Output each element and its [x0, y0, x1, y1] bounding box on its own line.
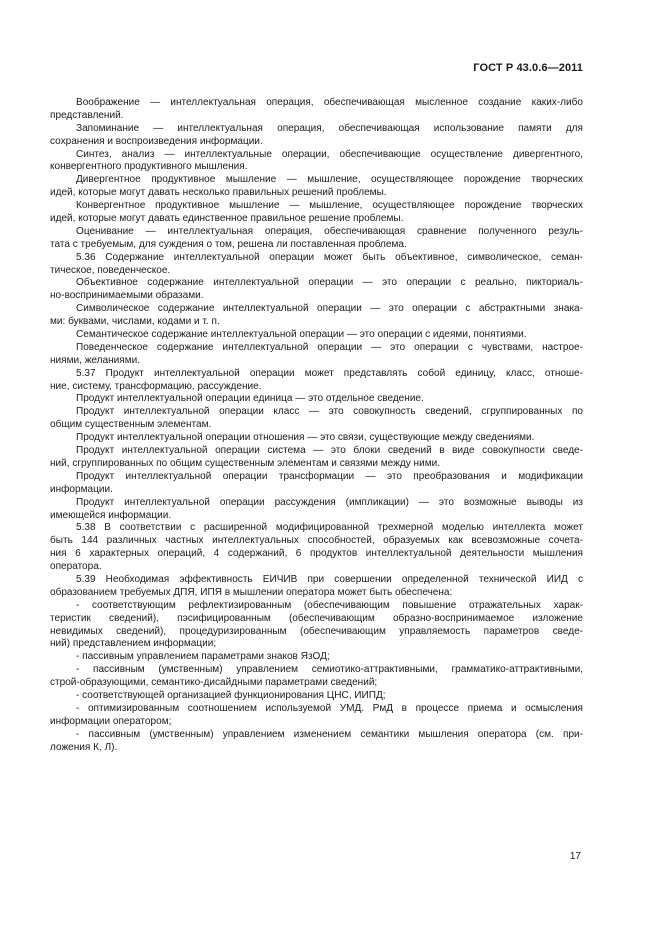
text-line: Символическое содержание интеллектуальной операции — это операции с абстрактными знака- — [76, 303, 583, 315]
paragraph — [50, 200, 583, 226]
text-line: тата с требуемым, для суждения о том, решена ли поставленная проблема. — [50, 238, 407, 250]
paragraph — [50, 496, 583, 523]
text-line: Продукт интеллектуальной операции трансформации — это преобразования и модификации — [76, 470, 583, 482]
text-line: образованием требуемых ДПЯ, ИПЯ в мышлении оператора может быть обеспечена: — [50, 586, 453, 598]
text-line: информации оператором; — [50, 715, 172, 727]
paragraph — [50, 470, 583, 497]
standard-number: ГОСТ Р 43.0.6—2011 — [473, 62, 583, 74]
paragraph — [50, 573, 583, 600]
text-line: Продукт интеллектуальной операции система — это блоки сведений в виде совокупности сведе- — [76, 445, 583, 457]
document-header — [473, 62, 583, 74]
text-line: но-воспринимаемыми образами. — [50, 290, 204, 302]
text-line: конвергентного продуктивного мышления. — [50, 161, 248, 173]
paragraph — [50, 251, 583, 278]
paragraph — [50, 445, 583, 471]
paragraph — [76, 651, 583, 664]
page-number: 17 — [569, 851, 581, 862]
paragraph — [50, 277, 583, 303]
text-line: ний, сгруппированных по общим существенным элементам и связями между ними. — [50, 457, 441, 469]
text-line: ми: буквами, числами, кодами и т. п. — [50, 316, 220, 328]
text-line: идей, которые могут давать несколько правильных решений проблемы. — [50, 187, 387, 199]
text-line: Синтез, анализ — интеллектуальные операции, обеспечивающие осуществление дивергентного, — [76, 148, 583, 160]
text-line: ний) представлением информации; — [50, 638, 217, 650]
text-line: 5.38 В соответствии с расширенной модифицированной трехмерной моделью интеллекта может — [76, 522, 583, 534]
text-line: Продукт интеллектуальной операции класс — это совокупность сведений, сгруппированных по — [76, 406, 583, 418]
text-line: 5.37 Продукт интеллектуальной операции может представлять собой единицу, класс, отноше- — [76, 367, 583, 379]
text-line: - соответствующим рефлектизированным (обеспечивающим повышение отражательных харак- — [76, 599, 583, 611]
text-line: ние, систему, трансформацию, рассуждение. — [50, 380, 262, 392]
text-line: Семантическое содержание интеллектуальной операции — это операции с идеями, понятиями. — [76, 329, 527, 341]
paragraph — [76, 690, 583, 703]
text-line: тическое, поведенческое. — [50, 264, 171, 276]
paragraph — [50, 728, 583, 755]
paragraph — [76, 393, 583, 406]
text-line: Объективное содержание интеллектуальной операции — это операции с реально, пикториаль- — [76, 277, 583, 289]
text-line: Продукт интеллектуальной операции рассуждения (импликации) — это возможные выводы из — [76, 496, 583, 508]
paragraph — [50, 664, 583, 690]
paragraph — [76, 329, 583, 342]
paragraph — [50, 406, 583, 432]
text-line: строй-образующими, семантико-дисайдными параметрами сведений; — [50, 677, 378, 689]
paragraph — [50, 702, 583, 729]
paragraph — [76, 432, 583, 445]
paragraph — [50, 599, 583, 652]
text-line: - пассивным управлением параметрами знаков ЯзОД; — [76, 651, 330, 663]
text-line: - оптимизированным соотношением используемой УМД. РмД в процессе приема и осмысления — [76, 702, 583, 714]
text-line: Конвергентное продуктивное мышление — мышление, осуществляющее порождение творческих — [76, 200, 583, 212]
paragraph — [50, 522, 583, 574]
paragraph — [50, 148, 583, 175]
text-line: - пассивным (умственным) управлением изменением семантики мышления оператора (см. при- — [76, 728, 583, 740]
paragraph — [50, 341, 583, 368]
text-line: Дивергентное продуктивное мышление — мышление, осуществляющее порождение творческих — [76, 174, 583, 186]
text-line: идей, которые могут давать единственное правильное решение проблемы. — [50, 213, 404, 225]
text-line: оператора. — [50, 561, 102, 573]
text-line: Воображение — интеллектуальная операция, обеспечивающая мысленное создание каких-либо — [76, 97, 583, 108]
paragraph — [50, 225, 583, 252]
text-line: 5.39 Необходимая эффективность ЕИЧИВ при совершении определенной технической ИИД с — [76, 573, 583, 585]
text-line: сохранения и воспроизведения информации. — [50, 135, 263, 147]
text-line: Продукт интеллектуальной операции отношения — это связи, существующие между сведениями. — [76, 432, 535, 444]
text-line: - соответствующей организацией функционирования ЦНС, ИИПД; — [76, 689, 386, 701]
text-line: Продукт интеллектуальной операции единица — это отдельное сведение. — [76, 393, 424, 405]
text-line: быть 144 различных частных интеллектуальных способностей, образуемых как всевозможные сочета- — [50, 535, 583, 547]
text-line: имеющейся информации. — [50, 509, 172, 521]
text-line: 5.36 Содержание интеллектуальной операции может быть объективное, символическое, семан- — [76, 251, 583, 263]
text-line: - пассивным (умственным) управлением семиотико-аттрактивными, грамматико-аттрактивными, — [76, 664, 583, 676]
text-line: невидимых сведений), процедуризированным (обеспечивающим управляемость параметров сведе- — [50, 625, 583, 637]
text-line: ниями, желаниями. — [50, 354, 141, 366]
paragraph — [50, 97, 583, 123]
text-line: ложения К, Л). — [50, 741, 118, 753]
text-line: ния 6 характерных операций, 4 содержаний, 6 продуктов интеллектуальной деятельности мышления — [50, 548, 583, 560]
text-line: Запоминание — интеллектуальная операция, обеспечивающая использование памяти для — [76, 122, 583, 134]
text-line: информации. — [50, 483, 113, 495]
paragraph — [50, 367, 583, 394]
text-line: общим существенным элементам. — [50, 419, 212, 431]
text-line: Поведенческое содержание интеллектуальной операции — это операции с чувствами, настрое- — [76, 341, 583, 353]
text-line: представлений. — [50, 109, 124, 121]
text-line: теристик сведений), пэсифицированным (обеспечивающим образно-воспринимаемое изложение — [50, 612, 583, 624]
paragraph — [50, 122, 583, 149]
paragraph — [50, 303, 583, 329]
text-line: Оценивание — интеллектуальная операция, обеспечивающая сравнение полученного резуль- — [76, 225, 583, 237]
body-text — [50, 97, 583, 754]
paragraph — [50, 174, 583, 200]
